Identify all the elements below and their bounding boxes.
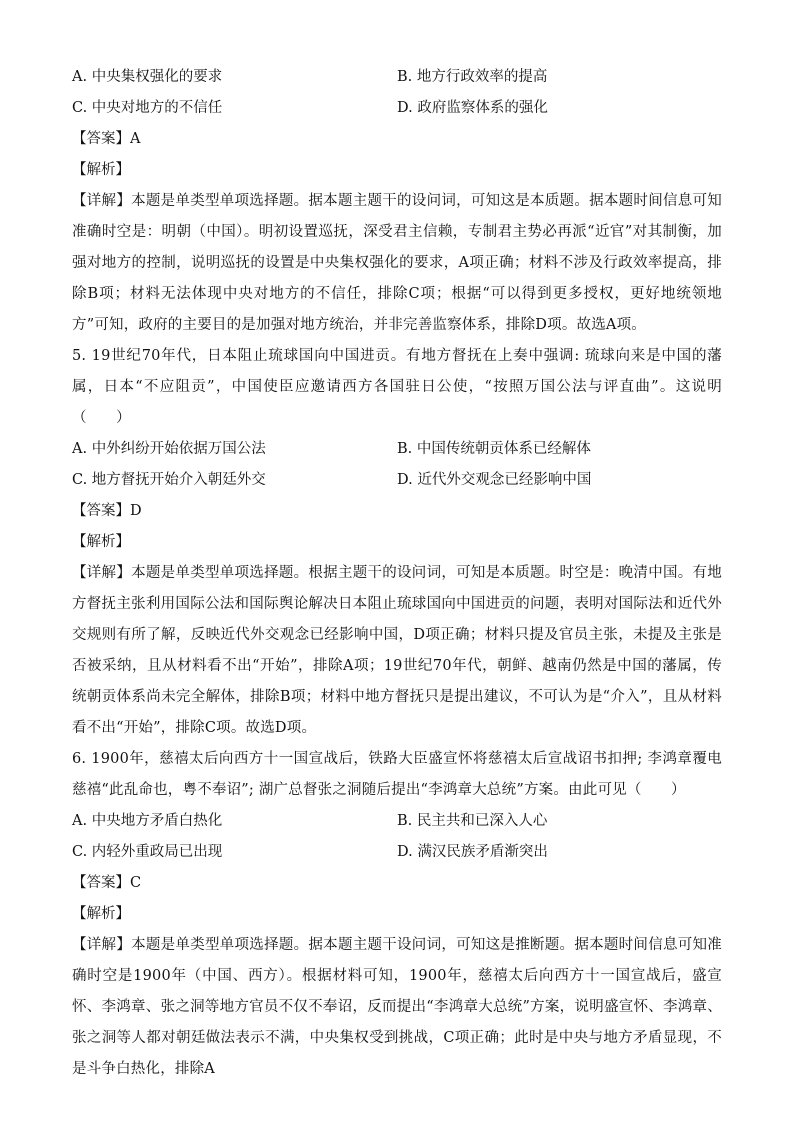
- q5-option-c: C. 地方督抚开始介入朝廷外交: [72, 472, 266, 488]
- q5-stem: 5. 19世纪70年代，日本阻止琉球国向中国进贡。有地方督抚在上奏中强调: 琉球向来是中国的藩属，日本“不应阻贡”，中国使臣应邀请西方各国驻日公使，“按照万国公法与评直曲”。这说明（ ）: [72, 348, 722, 426]
- q6-stem: 6. 1900年，慈禧太后向西方十一国宣战后，铁路大臣盛宣怀将慈禧太后宣战诏书扣押; 李鸿章覆电慈禧“此乱命也，粤不奉诏”; 湖广总督张之洞随后提出“李鸿章大总统”方案。由此可见（ ）: [72, 751, 722, 798]
- q5-analysis-label: 【解析】: [72, 534, 130, 550]
- q4-option-d: D. 政府监察体系的强化: [397, 100, 548, 116]
- q6-options-row-2: [72, 837, 722, 868]
- q5-option-b: B. 中国传统朝贡体系已经解体: [397, 441, 591, 457]
- q5-option-a: A. 中外纠纷开始依据万国公法: [72, 441, 266, 457]
- document-page: [72, 62, 722, 1085]
- q6-option-d: D. 满汉民族矛盾渐突出: [397, 844, 548, 860]
- q5-options-row-1: [72, 434, 722, 465]
- q4-answer: 【答案】A: [72, 131, 141, 147]
- q6-option-a: A. 中央地方矛盾白热化: [72, 813, 223, 829]
- q5-answer: 【答案】D: [72, 503, 142, 519]
- q5-options-row-2: [72, 465, 722, 496]
- q4-option-c: C. 中央对地方的不信任: [72, 100, 223, 116]
- q6-detail: 【详解】本题是单类型单项选择题。据本题主题干设问词，可知这是推断题。据本题时间信息可知准确时空是1900年（中国、西方）。根据材料可知，1900年，慈禧太后向西方十一国宣战后，盛宣怀、李鸿章、张之洞等地方官员不仅不奉诏，反而提出“李鸿章大总统”方案，说明盛宣怀、李鸿章、张之洞等人都对朝廷做法表示不满，中央集权受到挑战，C项正确；此时是中央与地方矛盾显现，不是斗争白热化，排除A: [72, 937, 722, 1077]
- q6-analysis-label: 【解析】: [72, 906, 130, 922]
- q4-option-a: A. 中央集权强化的要求: [72, 69, 223, 85]
- q6-answer: 【答案】C: [72, 875, 142, 891]
- q4-options-row-2: [72, 93, 722, 124]
- q4-option-b: B. 地方行政效率的提高: [397, 69, 548, 85]
- q4-detail: 【详解】本题是单类型单项选择题。据本题主题干的设问词，可知这是本质题。据本题时间信息可知准确时空是：明朝（中国）。明初设置巡抚，深受君主信赖，专制君主势必再派“近官”对其制衡，加强对地方的控制，说明巡抚的设置是中央集权强化的要求，A项正确；材料不涉及行政效率提高，排除B项；材料无法体现中央对地方的不信任，排除C项；根据“可以得到更多授权，更好地统领地方”可知，政府的主要目的是加强对地方统治，并非完善监察体系，排除D项。故选A项。: [72, 193, 722, 333]
- q6-options-row-1: [72, 806, 722, 837]
- q4-options-row-1: [72, 62, 722, 93]
- q4-analysis-label: 【解析】: [72, 162, 130, 178]
- q6-option-b: B. 民主共和已深入人心: [397, 813, 548, 829]
- q5-option-d: D. 近代外交观念已经影响中国: [397, 472, 592, 488]
- q5-detail: 【详解】本题是单类型单项选择题。根据主题干的设问词，可知是本质题。时空是：晚清中国。有地方督抚主张利用国际公法和国际舆论解决日本阻止琉球国向中国进贡的问题，表明对国际法和近代外交规则有所了解，反映近代外交观念已经影响中国，D项正确；材料只提及官员主张，未提及主张是否被采纳，且从材料看不出“开始”，排除A项；19世纪70年代，朝鲜、越南仍然是中国的藩属，传统朝贡体系尚未完全解体，排除B项；材料中地方督抚只是提出建议，不可认为是“介入”，且从材料看不出“开始”，排除C项。故选D项。: [72, 565, 722, 736]
- q6-option-c: C. 内轻外重政局已出现: [72, 844, 223, 860]
